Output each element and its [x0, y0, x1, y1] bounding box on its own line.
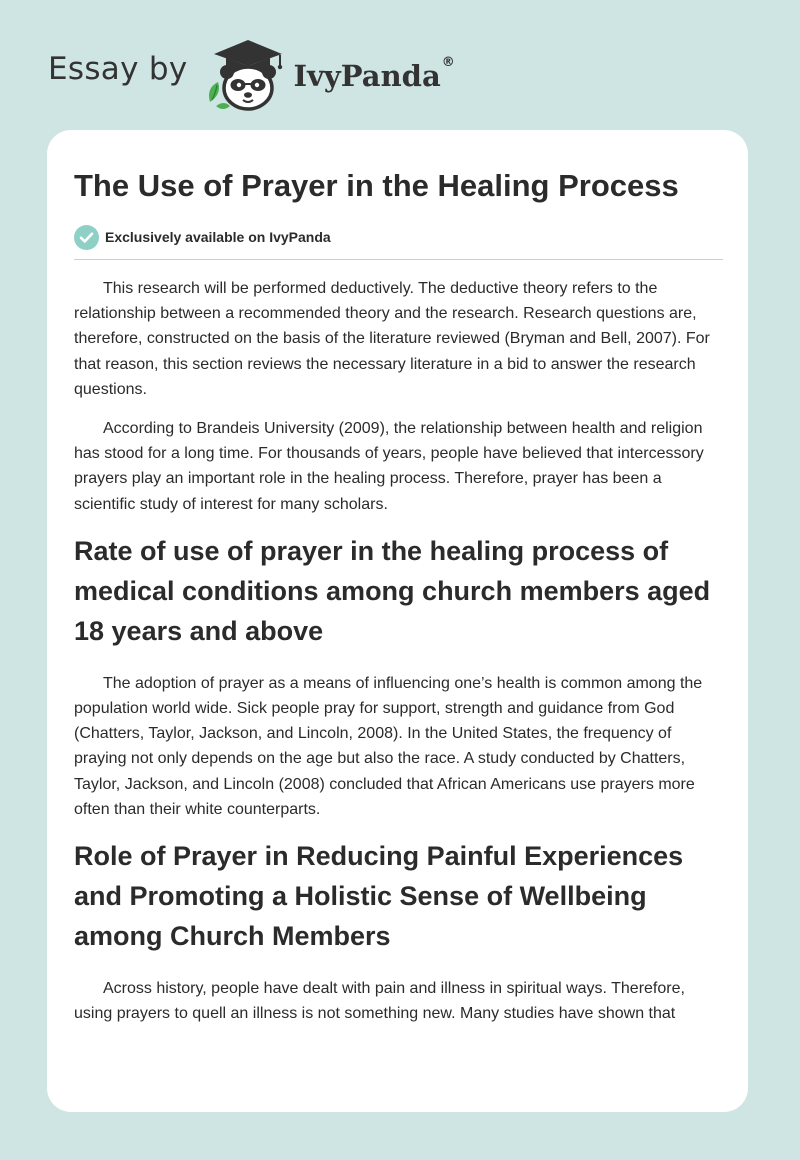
- paragraph: According to Brandeis University (2009), the relationship between health and religion has stood for a long time. For thousands of years, people have believed that intercessory prayers play an important role in the healing process. Therefore, prayer has been a scientific study of interest for many scholars.: [74, 420, 704, 513]
- brand-prefix: Essay by: [48, 51, 188, 87]
- essay-card: [47, 130, 748, 1112]
- paragraph: This research will be performed deductively. The deductive theory refers to the relationship between a recommended theory and the research. Research questions are, therefore, constructed on the basis of the literature reviewed (Bryman and Bell, 2007). For that reason, this section reviews the necessary literature in a bid to answer the research questions.: [74, 280, 710, 398]
- badge-text: Exclusively available on IvyPanda: [105, 229, 331, 245]
- title-divider: [74, 259, 723, 260]
- brand-name: IvyPanda®: [293, 55, 455, 93]
- section-heading: Role of Prayer in Reducing Painful Experiences and Promoting a Holistic Sense of Wellbeing among Church Members: [74, 841, 684, 952]
- check-circle-icon: [74, 225, 99, 250]
- panda-logo-icon: [202, 36, 288, 112]
- registered-mark: ®: [441, 55, 455, 70]
- paragraph: The adoption of prayer as a means of influencing one’s health is common among the population world wide. Sick people pray for support, strength and guidance from God (Chatters, Taylor, Jackson, and Lincoln, 2008). In the United States, the frequency of praying not only depends on the age but also the race. A study conducted by Chatters, Taylor, Jackson, and Lincoln (2008) concluded that African Americans use prayers more often than their white counterparts.: [74, 674, 703, 818]
- page-title: The Use of Prayer in the Healing Process: [74, 168, 679, 203]
- brand-header[interactable]: [48, 36, 455, 112]
- paragraph: Across history, people have dealt with pain and illness in spiritual ways. Therefore, using prayers to quell an illness is not something new. Many studies have shown that: [74, 980, 685, 1023]
- exclusive-badge: [74, 224, 724, 250]
- section-heading: Rate of use of prayer in the healing process of medical conditions among church members aged 18 years and above: [74, 535, 711, 646]
- essay-content: [74, 165, 724, 1026]
